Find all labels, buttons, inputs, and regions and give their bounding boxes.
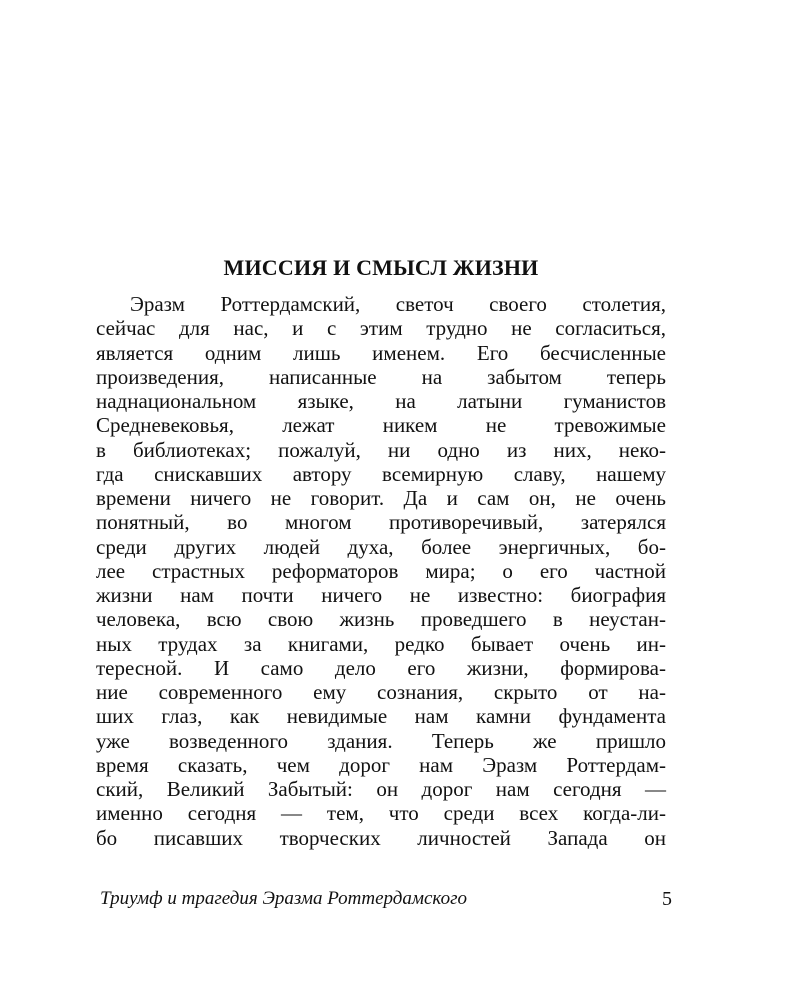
page-footer bbox=[100, 886, 672, 912]
text-line: лее страстных реформаторов мира; о его частной bbox=[96, 558, 666, 583]
text-line: уже возведенного здания. Теперь же пришло bbox=[96, 728, 666, 753]
text-line: Средневековья, лежат никем не тревожимые bbox=[96, 413, 666, 438]
text-line: понятный, во многом противоречивый, затерялся bbox=[96, 510, 666, 535]
page-number: 5 bbox=[662, 888, 672, 910]
text-line: ский, Великий Забытый: он дорог нам сегодня — bbox=[96, 777, 666, 801]
text-line: Эразм Роттердамский, светоч своего столетия, bbox=[130, 292, 666, 316]
text-line: времени ничего не говорит. Да и сам он, не очень bbox=[96, 486, 666, 510]
text-line: бо писавших творческих личностей Запада он bbox=[96, 825, 666, 850]
chapter-title: МИССИЯ И СМЫСЛ ЖИЗНИ bbox=[223, 255, 539, 280]
text-line: ных трудах за книгами, редко бывает очень ин- bbox=[96, 631, 666, 656]
text-line: ших глаз, как невидимые нам камни фундамента bbox=[96, 704, 666, 729]
text-line: тересной. И само дело его жизни, формирова- bbox=[96, 655, 666, 680]
text-line: гда снискавших автору всемирную славу, нашему bbox=[96, 461, 666, 486]
text-line: сейчас для нас, и с этим трудно не согласиться, bbox=[96, 316, 666, 341]
text-line: среди других людей духа, более энергичных, бо- bbox=[96, 534, 666, 559]
text-line: ние современного ему сознания, скрыто от на- bbox=[96, 680, 666, 704]
text-line: человека, всю свою жизнь проведшего в неустан- bbox=[96, 607, 666, 632]
text-line: именно сегодня — тем, что среди всех когда-ли- bbox=[96, 801, 666, 826]
body-text bbox=[96, 292, 666, 850]
text-line: в библиотеках; пожалуй, ни одно из них, неко- bbox=[96, 437, 666, 462]
text-line: время сказать, чем дорог нам Эразм Роттердам- bbox=[96, 752, 666, 777]
text-line: жизни нам почти ничего не известно: биография bbox=[96, 583, 666, 607]
text-line: произведения, написанные на забытом теперь bbox=[96, 364, 666, 389]
running-title: Триумф и трагедия Эразма Роттердамского bbox=[100, 888, 468, 909]
text-line: является одним лишь именем. Его бесчисленные bbox=[96, 340, 666, 365]
text-line: наднациональном языке, на латыни гуманистов bbox=[96, 389, 666, 413]
